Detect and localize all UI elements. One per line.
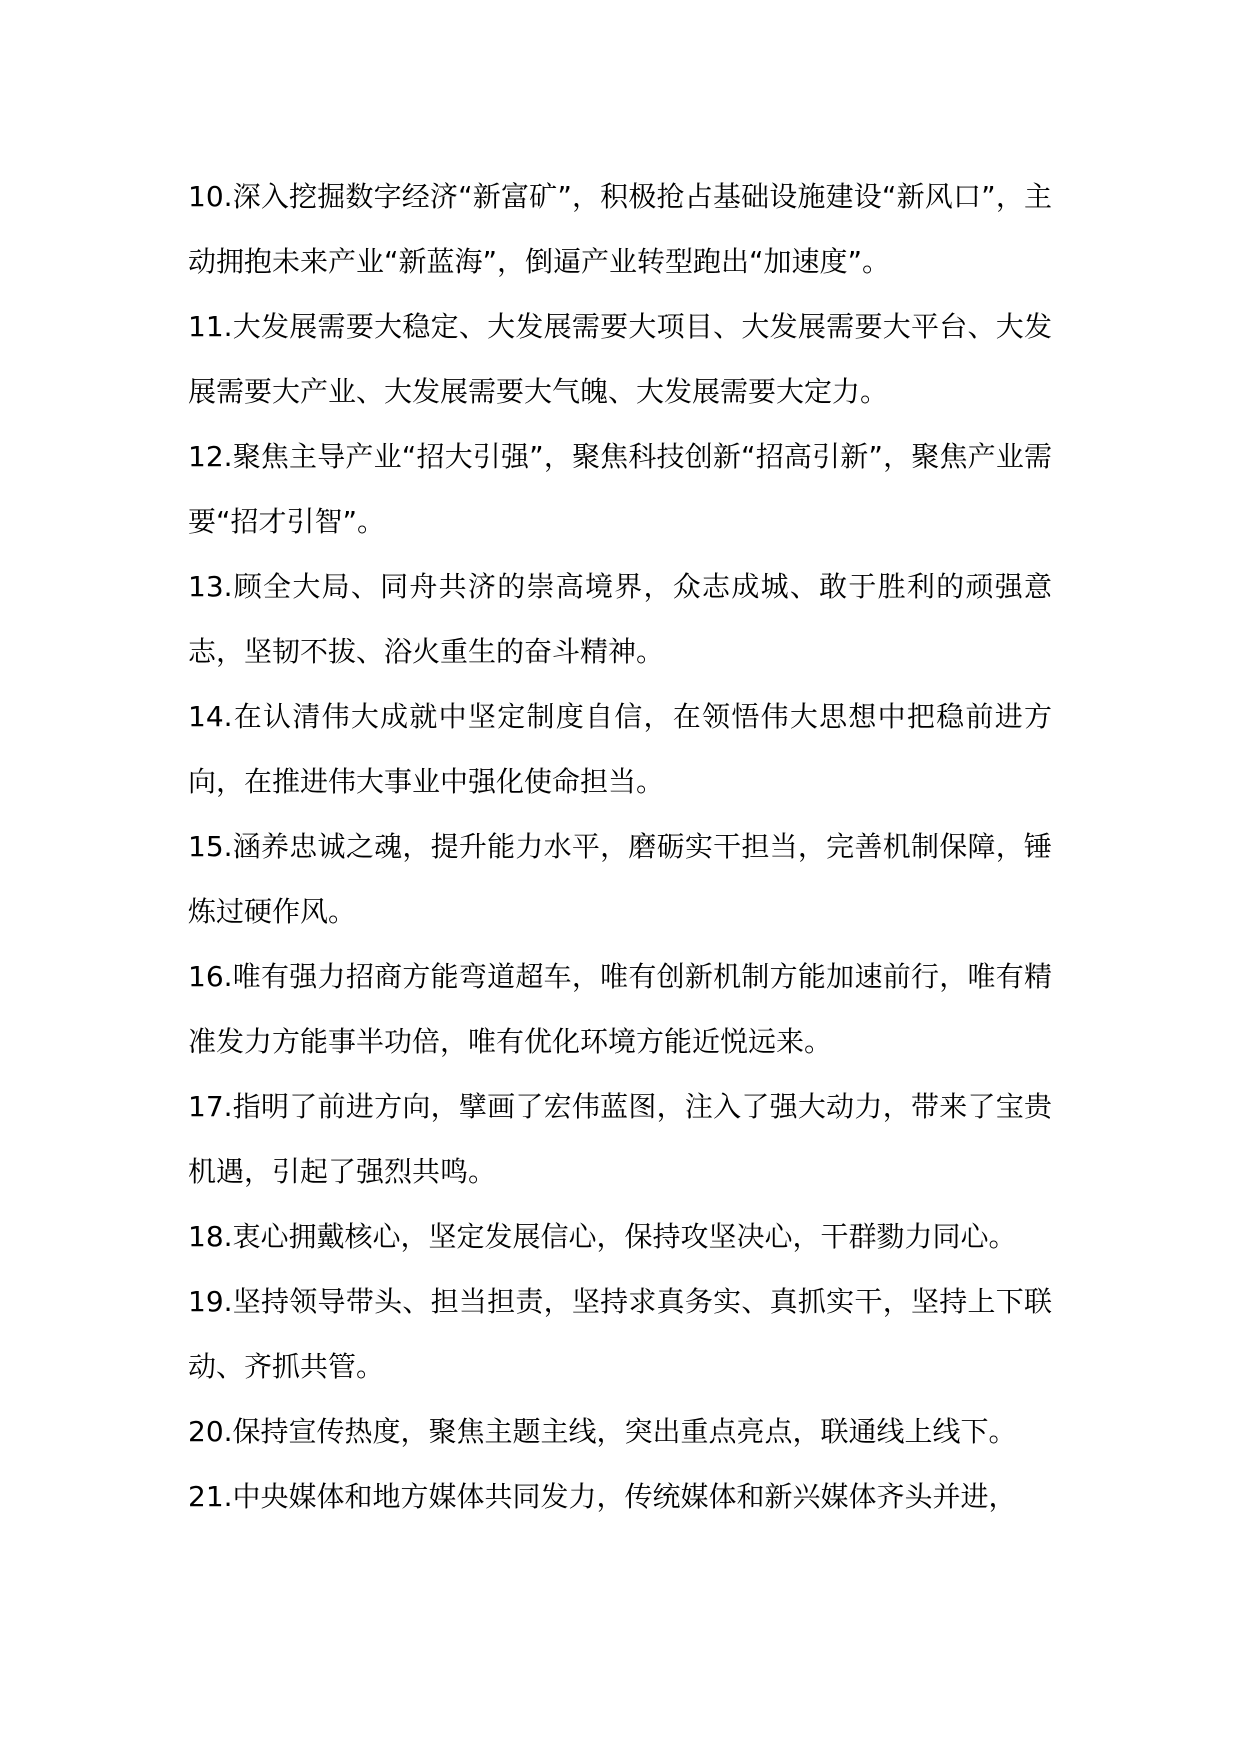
document-body [188,164,1052,1529]
paragraph-17: 17.指明了前进方向，擘画了宏伟蓝图，注入了强大动力，带来了宝贵机遇，引起了强烈共鸣。 [188,1090,1052,1188]
paragraph-14: 14.在认清伟大成就中坚定制度自信，在领悟伟大思想中把稳前进方向，在推进伟大事业中强化使命担当。 [188,700,1052,798]
paragraph-15: 15.涵养忠诚之魂，提升能力水平，磨砺实干担当，完善机制保障，锤炼过硬作风。 [188,830,1052,928]
paragraph-13: 13.顾全大局、同舟共济的崇高境界，众志成城、敢于胜利的顽强意志，坚韧不拔、浴火重生的奋斗精神。 [188,570,1052,668]
paragraph-16: 16.唯有强力招商方能弯道超车，唯有创新机制方能加速前行，唯有精准发力方能事半功倍，唯有优化环境方能近悦远来。 [188,960,1052,1058]
paragraph-10: 10.深入挖掘数字经济“新富矿”，积极抢占基础设施建设“新风口”，主动拥抱未来产业“新蓝海”，倒逼产业转型跑出“加速度”。 [188,180,1052,278]
paragraph-19: 19.坚持领导带头、担当担责，坚持求真务实、真抓实干，坚持上下联动、齐抓共管。 [188,1285,1052,1383]
paragraph-21: 21.中央媒体和地方媒体共同发力，传统媒体和新兴媒体齐头并进， [188,1480,1017,1513]
paragraph-12: 12.聚焦主导产业“招大引强”，聚焦科技创新“招高引新”，聚焦产业需要“招才引智”。 [188,440,1052,538]
paragraph-18: 18.衷心拥戴核心，坚定发展信心，保持攻坚决心，干群勠力同心。 [188,1220,1017,1253]
paragraph-20: 20.保持宣传热度，聚焦主题主线，突出重点亮点，联通线上线下。 [188,1415,1017,1448]
paragraph-11: 11.大发展需要大稳定、大发展需要大项目、大发展需要大平台、大发展需要大产业、大发展需要大气魄、大发展需要大定力。 [188,310,1052,408]
